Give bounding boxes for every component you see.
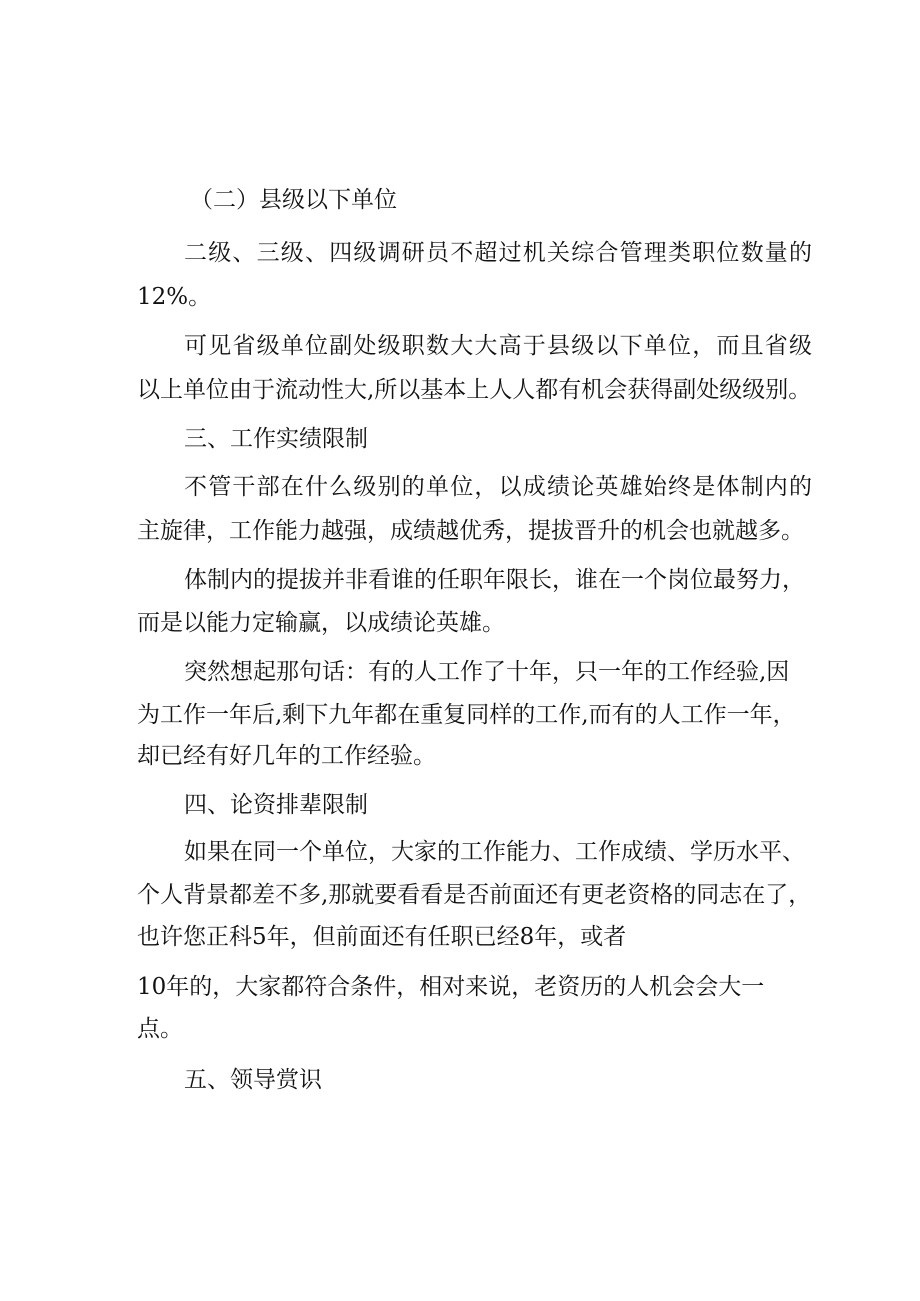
section-heading-county-units: （二）县级以下单位	[190, 187, 397, 213]
section-heading-seniority: 四、论资排辈限制	[184, 792, 368, 818]
paragraph-line: 个人背景都差不多,那就要看看是否前面还有更老资格的同志在了，	[137, 882, 812, 908]
section-heading-work-performance: 三、工作实绩限制	[184, 426, 368, 452]
paragraph-line: 不管干部在什么级别的单位，以成绩论英雄始终是体制内的	[184, 474, 814, 500]
paragraph-line: 如果在同一个单位，大家的工作能力、工作成绩、学历水平、	[184, 839, 805, 865]
paragraph-line: 以上单位由于流动性大,所以基本上人人都有机会获得副处级级别。	[137, 377, 812, 403]
paragraph-line: 体制内的提拔并非看谁的任职年限长，谁在一个岗位最努力，	[184, 567, 805, 593]
paragraph-line: 12%。	[137, 284, 212, 310]
paragraph-line: 也许您正科5年，但前面还有任职已经8年，或者	[137, 924, 627, 950]
paragraph-line: 为工作一年后,剩下九年都在重复同样的工作,而有的人工作一年，	[137, 702, 796, 728]
section-heading-leadership-recognition: 五、领导赏识	[184, 1067, 322, 1093]
paragraph-line: 可见省级单位副处级职数大大高于县级以下单位，而且省级	[184, 333, 814, 359]
paragraph-line: 10年的，大家都符合条件，相对来说，老资历的人机会会大一	[137, 974, 765, 1000]
paragraph-line: 二级、三级、四级调研员不超过机关综合管理类职位数量的	[184, 240, 814, 266]
paragraph-line: 而是以能力定输赢，以成绩论英雄。	[137, 610, 505, 636]
paragraph-line: 却已经有好几年的工作经验。	[137, 743, 436, 769]
paragraph-line: 主旋律，工作能力越强，成绩越优秀，提拔晋升的机会也就越多。	[137, 518, 804, 544]
paragraph-line: 突然想起那句话：有的人工作了十年，只一年的工作经验,因	[184, 659, 790, 685]
paragraph-line: 点。	[137, 1016, 183, 1042]
